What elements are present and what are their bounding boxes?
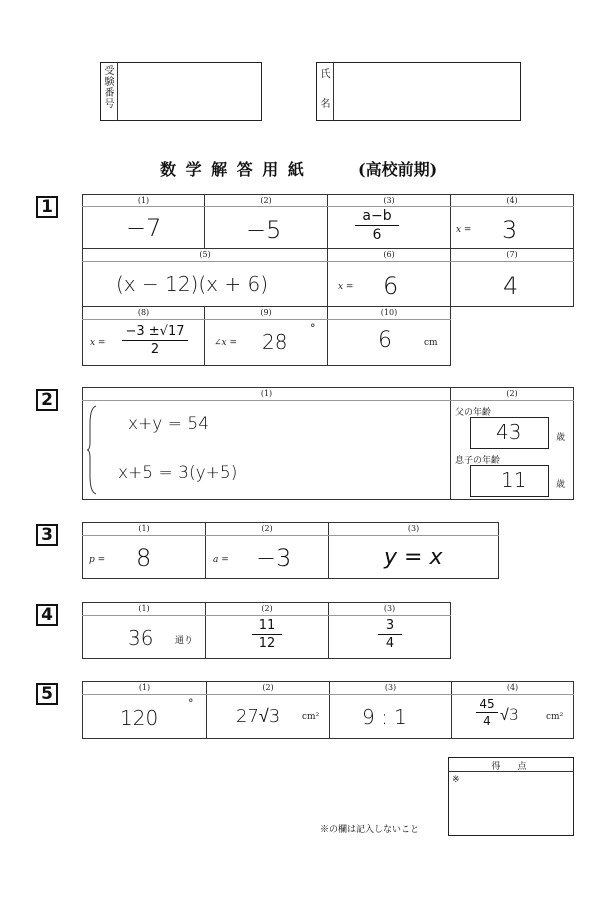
name-box bbox=[316, 62, 521, 121]
question-number-1: 1 bbox=[36, 196, 58, 218]
q1-label-6: (6) bbox=[383, 250, 395, 259]
q1-label-8: (8) bbox=[137, 308, 150, 317]
q1-prefix-4: x = bbox=[456, 225, 472, 235]
q3-answer-3: y = x bbox=[384, 545, 443, 570]
q2-label-1: (1) bbox=[260, 389, 273, 398]
q5-answer-4-fraction-bar bbox=[476, 712, 498, 713]
q3-underline bbox=[82, 535, 499, 536]
q4-answer-3-denominator: 4 bbox=[385, 636, 395, 651]
name-label-2: 名 bbox=[320, 99, 331, 110]
q2-son-unit: 歳 bbox=[556, 480, 566, 490]
q4-underline bbox=[82, 615, 451, 616]
q4-label-1: (1) bbox=[138, 604, 150, 613]
q2-father-value: 43 bbox=[496, 420, 522, 444]
q1-unit-9: ° bbox=[310, 322, 316, 335]
q3-prefix-1: p = bbox=[89, 555, 106, 565]
q2-cell-1 bbox=[82, 387, 451, 500]
page-subtitle: (高校前期) bbox=[358, 160, 438, 179]
question-number-3: 3 bbox=[36, 524, 58, 546]
q5-answer-4-root: √3 bbox=[500, 705, 519, 724]
q4-answer-3-fraction-bar bbox=[378, 634, 402, 635]
q1-answer-7: 4 bbox=[503, 272, 519, 300]
q1-answer-5: (x − 12)(x + 6) bbox=[116, 272, 269, 296]
q1-prefix-6: x = bbox=[338, 282, 354, 292]
exam-number-divider bbox=[117, 62, 118, 121]
q1-label-3: (3) bbox=[383, 196, 395, 205]
page-title: 数 学 解 答 用 紙 bbox=[160, 160, 306, 179]
q5-answer-1: 120 bbox=[120, 706, 159, 730]
q4-answer-2-numerator: 11 bbox=[258, 618, 276, 633]
question-number-2: 2 bbox=[36, 389, 58, 411]
score-mark: ※ bbox=[452, 775, 460, 785]
q2-equation-2: x+5 = 3(y+5) bbox=[118, 463, 238, 483]
q4-answer-2 bbox=[252, 618, 282, 651]
q5-underline bbox=[82, 694, 574, 695]
q4-answer-3 bbox=[378, 618, 402, 651]
q1-row1-underline bbox=[82, 206, 574, 207]
score-title: 得 点 bbox=[491, 762, 531, 772]
q3-label-2: (2) bbox=[261, 524, 273, 533]
q1-answer-9: 28 bbox=[262, 330, 288, 354]
q1-label-2: (2) bbox=[260, 196, 272, 205]
q1-label-4: (4) bbox=[506, 196, 518, 205]
q5-label-2: (2) bbox=[262, 683, 274, 692]
q4-answer-1: 36 bbox=[128, 626, 154, 650]
q3-label-3: (3) bbox=[407, 524, 420, 533]
q5-unit-2: cm² bbox=[302, 712, 320, 722]
q5-answer-2: 27√3 bbox=[236, 706, 281, 727]
exam-number-box bbox=[100, 62, 262, 121]
q2-underline bbox=[82, 400, 574, 401]
name-label-1: 氏 bbox=[320, 69, 331, 80]
q2-equation-1: x+y = 54 bbox=[128, 414, 210, 434]
q2-son-label: 息子の年齢 bbox=[455, 456, 501, 466]
q1-answer-2: −5 bbox=[246, 216, 282, 244]
q1-label-7: (7) bbox=[506, 250, 518, 259]
q5-answer-4-fraction bbox=[476, 697, 498, 728]
q1-label-1: (1) bbox=[137, 196, 150, 205]
q1-answer-3-fraction-bar bbox=[355, 225, 399, 226]
q3-prefix-2: a = bbox=[213, 555, 229, 565]
q2-brace-icon bbox=[86, 404, 98, 496]
question-number-5: 5 bbox=[36, 683, 58, 705]
q1-prefix-9: ∠x = bbox=[214, 338, 238, 348]
q4-answer-2-fraction-bar bbox=[252, 634, 282, 635]
q5-label-1: (1) bbox=[138, 683, 151, 692]
q4-answer-3-numerator: 3 bbox=[385, 618, 395, 633]
q4-answer-2-denominator: 12 bbox=[258, 636, 276, 651]
q1-answer-8-denominator: 2 bbox=[150, 342, 160, 357]
q1-label-5: (5) bbox=[199, 250, 211, 259]
q1-answer-1: −7 bbox=[126, 214, 162, 242]
q3-answer-2: −3 bbox=[256, 544, 292, 572]
q4-label-3: (3) bbox=[383, 604, 396, 613]
q2-son-value: 11 bbox=[501, 468, 527, 492]
q1-prefix-8: x = bbox=[90, 338, 106, 348]
q1-row2-underline bbox=[82, 261, 574, 262]
q1-answer-8-fraction-bar bbox=[122, 340, 188, 341]
name-divider bbox=[333, 62, 334, 121]
q1-answer-3-numerator: a−b bbox=[362, 208, 392, 224]
exam-number-label: 受験番号 bbox=[104, 66, 115, 110]
q1-answer-10: 6 bbox=[378, 328, 392, 353]
q1-answer-8-numerator: −3 ±√17 bbox=[125, 324, 185, 339]
q5-unit-4: cm² bbox=[546, 712, 564, 722]
q3-answer-1: 8 bbox=[136, 544, 152, 572]
footer-note: ※の欄は記入しないこと bbox=[320, 825, 420, 835]
q1-answer-4: 3 bbox=[502, 216, 518, 244]
q1-label-9: (9) bbox=[260, 308, 272, 317]
q3-label-1: (1) bbox=[138, 524, 150, 533]
q2-father-label: 父の年齢 bbox=[455, 408, 492, 418]
q2-father-unit: 歳 bbox=[556, 433, 566, 443]
q5-label-4: (4) bbox=[506, 683, 519, 692]
q4-unit-1: 通り bbox=[175, 636, 194, 646]
q1-unit-10: cm bbox=[424, 338, 438, 348]
q5-answer-3: 9 : 1 bbox=[362, 705, 407, 729]
q1-label-10: (10) bbox=[380, 308, 398, 317]
q5-label-3: (3) bbox=[384, 683, 397, 692]
q1-answer-3-denominator: 6 bbox=[372, 227, 382, 243]
question-number-4: 4 bbox=[36, 604, 58, 626]
q5-answer-4-denominator: 4 bbox=[483, 714, 491, 728]
q1-row3-underline bbox=[82, 319, 451, 320]
q5-unit-1: ° bbox=[188, 697, 194, 710]
q5-answer-4-numerator: 45 bbox=[479, 697, 495, 711]
q1-answer-8 bbox=[122, 324, 188, 357]
q1-answer-3 bbox=[355, 208, 399, 243]
q1-answer-6: 6 bbox=[383, 272, 399, 300]
q2-label-2: (2) bbox=[506, 389, 518, 398]
q4-label-2: (2) bbox=[261, 604, 273, 613]
